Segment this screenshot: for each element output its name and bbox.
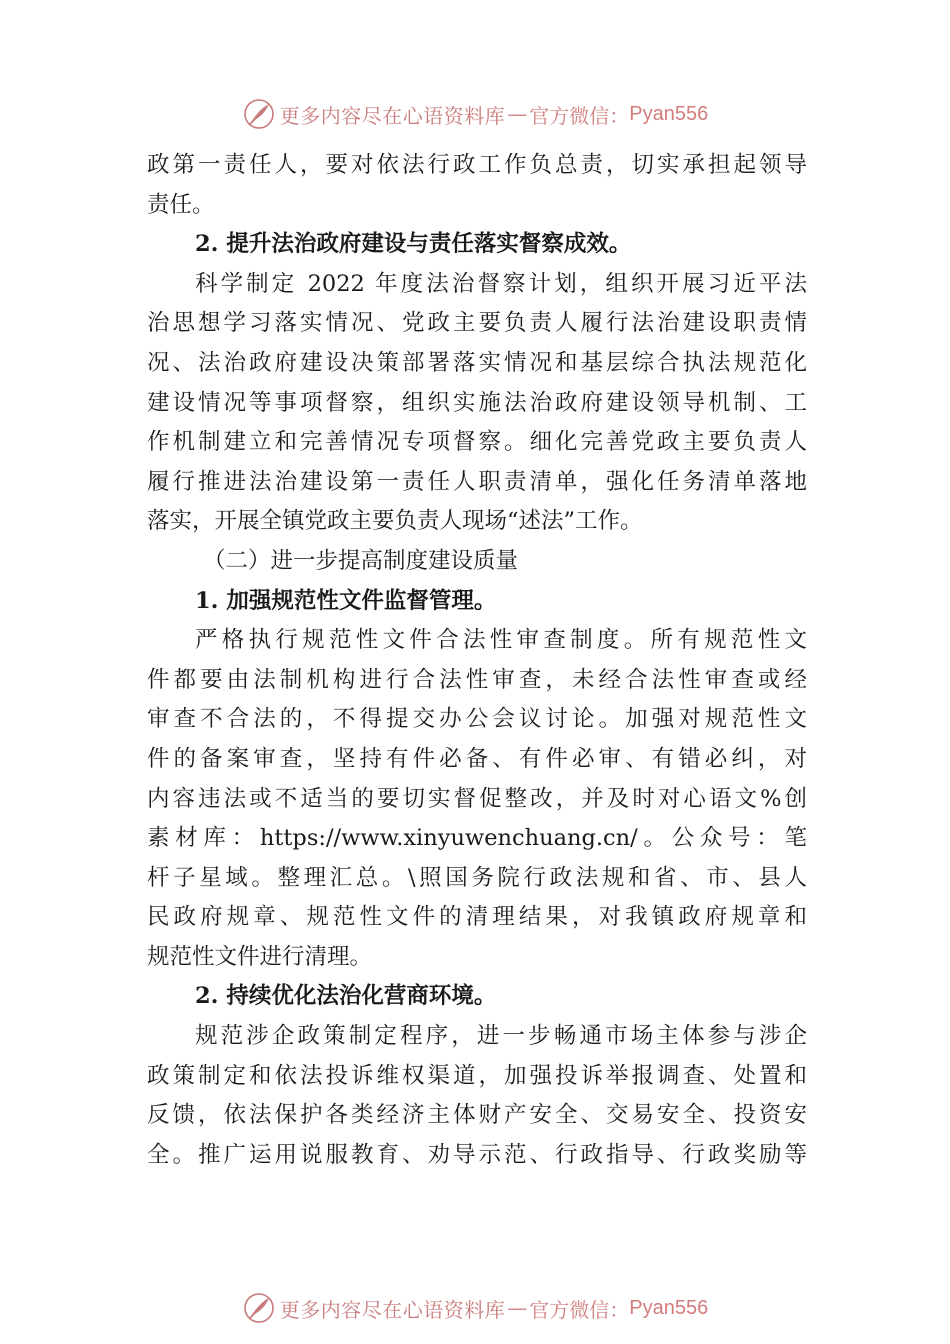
watermark-brand: 更多内容尽在心语资料库 (279, 103, 506, 128)
paragraph-line: 政策制定和依法投诉维权渠道，加强投诉举报调查、处置和 (147, 1062, 807, 1089)
paragraph-line: 民政府规章、规范性文件的清理结果，对我镇政府规章和 (147, 904, 807, 931)
watermark-header (0, 94, 950, 134)
paragraph-line: 作机制建立和完善情况专项督察。细化完善党政主要负责人 (147, 429, 807, 456)
quill-logo-icon (242, 97, 276, 131)
watermark-footer (0, 1288, 950, 1328)
section-heading: 2. 持续优化法治化营商环境。 (195, 983, 497, 1010)
watermark-header-inner (242, 97, 708, 131)
paragraph-line: 责任。 (147, 191, 215, 218)
quill-logo-icon (242, 1291, 276, 1325)
section-heading: 1. 加强规范性文件监督管理。 (195, 587, 497, 614)
paragraph-line: 素材库：https://www.xinyuwenchuang.cn/。公众号：笔 (147, 825, 807, 852)
watermark-separator: — (507, 1296, 528, 1320)
paragraph-line: 严格执行规范性文件合法性审查制度。所有规范性文 (195, 627, 807, 654)
watermark-brand: 更多内容尽在心语资料库 (279, 1297, 506, 1322)
paragraph-line: 规范性文件进行清理。 (147, 943, 373, 970)
paragraph-line: 全。推广运用说服教育、劝导示范、行政指导、行政奖励等 (147, 1141, 807, 1168)
paragraph-line: 科学制定 2022 年度法治督察计划，组织开展习近平法 (195, 270, 807, 297)
paragraph-line: 件的备案审查，坚持有件必备、有件必审、有错必纠，对 (147, 745, 807, 772)
section-heading: 2. 提升法治政府建设与责任落实督察成效。 (195, 231, 632, 258)
paragraph-line: 治思想学习落实情况、党政主要负责人履行法治建设职责情 (147, 310, 807, 337)
paragraph-line: 杆子星域。整理汇总。\照国务院行政法规和省、市、县人 (147, 864, 807, 891)
watermark-wechat-label: 官方微信： (529, 1297, 630, 1322)
watermark-footer-inner (242, 1291, 708, 1325)
paragraph-line: 建设情况等事项督察，组织实施法治政府建设领导机制、工 (147, 389, 807, 416)
subsection-heading: （二）进一步提高制度建设质量 (203, 547, 519, 574)
watermark-wechat-label: 官方微信： (529, 103, 630, 128)
paragraph-line: 况、法治政府建设决策部署落实情况和基层综合执法规范化 (147, 349, 807, 376)
watermark-wechat-id: Pyan556 (629, 102, 709, 125)
paragraph-line: 履行推进法治建设第一责任人职责清单，强化任务清单落地 (147, 468, 807, 495)
paragraph-line: 件都要由法制机构进行合法性审查，未经合法性审查或经 (147, 666, 807, 693)
document-body (147, 146, 807, 1175)
paragraph-line: 规范涉企政策制定程序，进一步畅通市场主体参与涉企 (195, 1023, 807, 1050)
watermark-separator: — (507, 102, 528, 126)
paragraph-line: 反馈，依法保护各类经济主体财产安全、交易安全、投资安 (147, 1102, 807, 1129)
paragraph-line: 审查不合法的，不得提交办公会议讨论。加强对规范性文 (147, 706, 807, 733)
paragraph-line: 政第一责任人，要对依法行政工作负总责，切实承担起领导 (147, 152, 807, 178)
paragraph-line: 内容违法或不适当的要切实督促整改，并及时对心语文%创 (147, 785, 807, 812)
watermark-wechat-id: Pyan556 (629, 1296, 709, 1319)
paragraph-line: 落实，开展全镇党政主要负责人现场“述法”工作。 (147, 508, 643, 535)
